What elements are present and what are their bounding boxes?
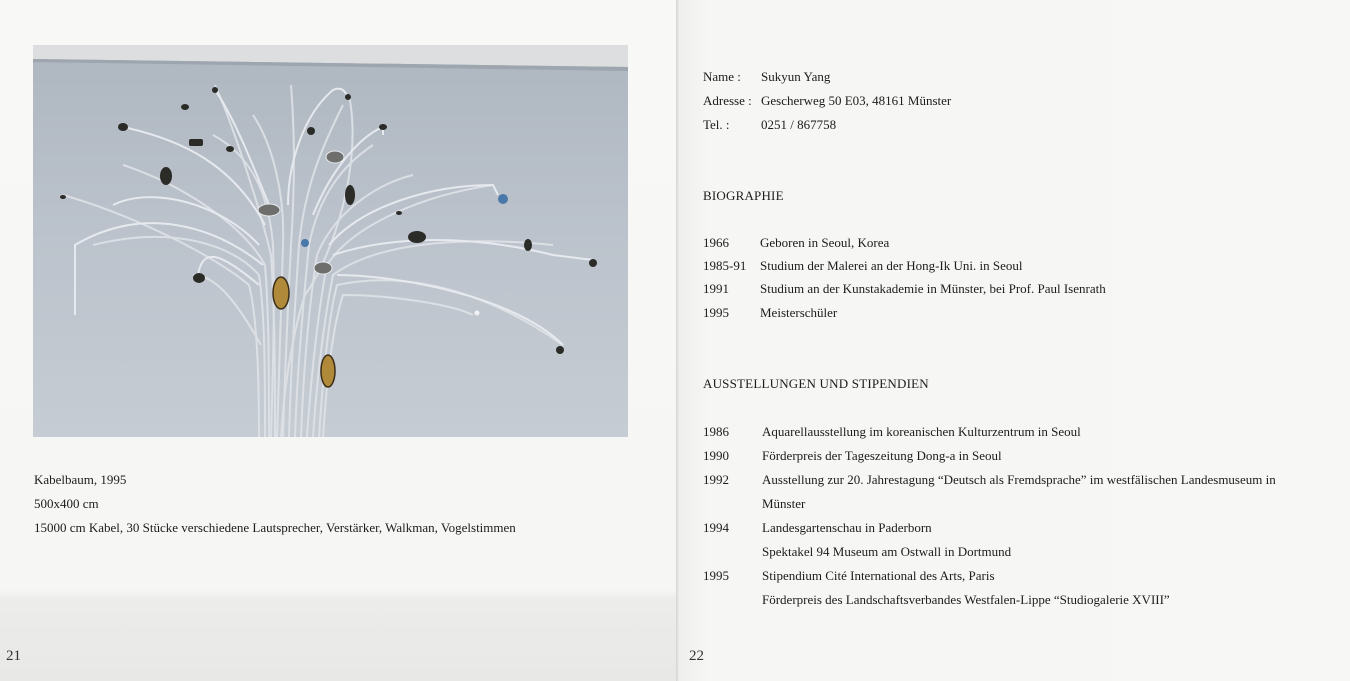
entry-text: Förderpreis der Tageszeitung Dong-a in Seoul bbox=[762, 448, 1002, 463]
entry-text: Stipendium Cité International des Arts, Paris bbox=[762, 568, 995, 583]
entry-text: Ausstellung zur 20. Jahrestagung “Deutsch als Fremdsprache” im westfälischen Landesmuseum in bbox=[762, 472, 1276, 487]
contact-label: Tel. : bbox=[703, 117, 730, 132]
entry-year: 1986 bbox=[703, 424, 729, 439]
caption-title: Kabelbaum, 1995 bbox=[34, 472, 127, 487]
entry-text: Geboren in Seoul, Korea bbox=[760, 235, 890, 250]
entry-year: 1985-91 bbox=[703, 258, 747, 273]
entry-text: Aquarellausstellung im koreanischen Kulturzentrum in Seoul bbox=[762, 424, 1081, 439]
entry-year: 1995 bbox=[703, 568, 729, 583]
page-number-left: 21 bbox=[6, 648, 21, 664]
page-number-right: 22 bbox=[689, 648, 704, 664]
entry-text: Förderpreis des Landschaftsverbandes Westfalen-Lippe “Studiogalerie XVIII” bbox=[762, 592, 1170, 607]
entry-year: 1991 bbox=[703, 281, 729, 296]
artwork-photo bbox=[33, 45, 628, 437]
cable-tree-artwork bbox=[33, 45, 628, 437]
contact-value: Sukyun Yang bbox=[761, 69, 831, 84]
exhibitions-heading: AUSSTELLUNGEN UND STIPENDIEN bbox=[703, 376, 929, 391]
biography-heading: BIOGRAPHIE bbox=[703, 188, 784, 203]
contact-value: 0251 / 867758 bbox=[761, 117, 837, 132]
caption-materials: 15000 cm Kabel, 30 Stücke verschiedene Lautsprecher, Verstärker, Walkman, Vogelstimmen bbox=[34, 520, 516, 535]
caption-dimensions: 500x400 cm bbox=[34, 496, 99, 511]
contact-label: Name : bbox=[703, 69, 741, 84]
entry-year: 1994 bbox=[703, 520, 729, 535]
contact-label: Adresse : bbox=[703, 93, 752, 108]
entry-text: Studium an der Kunstakademie in Münster, bei Prof. Paul Isenrath bbox=[760, 281, 1106, 296]
entry-year: 1995 bbox=[703, 305, 729, 320]
entry-text: Landesgartenschau in Paderborn bbox=[762, 520, 932, 535]
entry-text: Studium der Malerei an der Hong-Ik Uni. in Seoul bbox=[760, 258, 1023, 273]
entry-text: Spektakel 94 Museum am Ostwall in Dortmund bbox=[762, 544, 1012, 559]
entry-text: Meisterschüler bbox=[760, 305, 838, 320]
contact-value: Gescherweg 50 E03, 48161 Münster bbox=[761, 93, 952, 108]
entry-year: 1992 bbox=[703, 472, 729, 487]
right-page bbox=[680, 0, 1350, 681]
entry-text: Münster bbox=[762, 496, 806, 511]
entry-year: 1966 bbox=[703, 235, 729, 250]
entry-year: 1990 bbox=[703, 448, 729, 463]
